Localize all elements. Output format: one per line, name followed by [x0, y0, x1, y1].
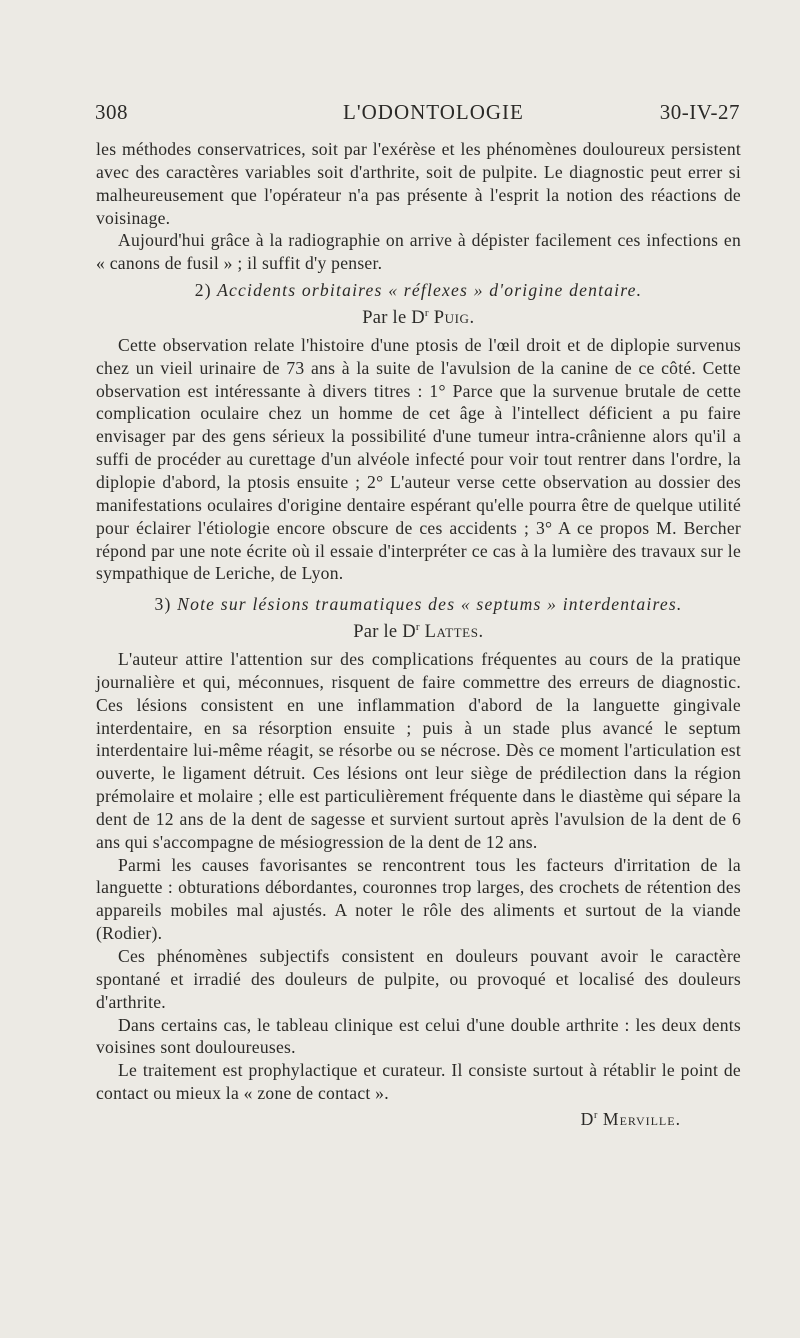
section-3-byline-prefix: Par le D — [353, 622, 416, 643]
section-3-paragraph-2: Parmi les causes favorisantes se rencontrent tous les facteurs d'irritation de la languette : obturations débordantes, couronnes trop larges, des crochets de rétention des appareils mobiles mal ajustés. A noter le rôle des aliments et surtout de la viande (Rodier). — [96, 854, 741, 944]
signature-name: Merville. — [602, 1108, 681, 1129]
page-number: 308 — [95, 100, 128, 124]
section-3-paragraph-5: Le traitement est prophylactique et curateur. Il consiste surtout à rétablir le point de contact ou mieux la « zone de contact ». — [96, 1060, 741, 1104]
signature — [96, 1105, 741, 1131]
section-3-title-text: Note sur lésions traumatiques des « septums » interdentaires. — [177, 594, 683, 615]
section-3-number: 3) — [154, 594, 172, 615]
section-3-author: Lattes. — [424, 622, 484, 643]
section-2-paragraph-1: Cette observation relate l'histoire d'une ptosis de l'œil droit et de diplopie survenus chez un vieil urinaire de 73 ans à la suite de l'avulsion de la canine de ce côté. Cette observation est intéressante à divers titres : 1° Parce que la survenue brutale de cette complication oculaire chez un homme de cet âge à l'intellect déficient a pu faire envisager par des gens sérieux la possibilité d'une tumeur intra-crânienne alors qu'il a suffi de procéder au curettage d'un alvéole infecté pour voir tout rentrer dans l'ordre, la diplopie d'abord, la ptosis ensuite ; 2° L'auteur verse cette observation au dossier des manifestations oculaires d'origine dentaire espérant qu'elle pourra être de quelque utilité pour éclairer l'étiologie encore obscure de ces accidents ; 3° A ce propos M. Bercher répond par une note écrite où il essaie d'interpréter ce cas à la lumière des travaux sur le sympathique de Leriche, de Lyon. — [96, 334, 741, 584]
section-2-byline — [96, 302, 741, 330]
section-3-byline-sup: r — [415, 621, 420, 634]
journal-title: L'ODONTOLOGIE — [343, 100, 524, 124]
section-2-byline-sup: r — [424, 306, 429, 319]
section-2-number: 2) — [194, 280, 212, 301]
section-3-title — [96, 593, 741, 616]
section-3-paragraph-4: Dans certains cas, le tableau clinique est celui d'une double arthrite : les deux dents voisines sont douloureuses. — [96, 1014, 741, 1058]
running-header — [95, 100, 740, 134]
section-2-author: Puig. — [433, 308, 475, 329]
issue-date: 30-IV-27 — [659, 100, 740, 124]
intro-paragraph-1: les méthodes conservatrices, soit par l'exérèse et les phénomènes douloureux persistent avec des caractères variables soit d'arthrite, soit de pulpite. Le diagnostic peut errer si malheureusement que l'opérateur n'a pas présente à l'esprit la notion des réactions de voisinage. — [96, 139, 741, 228]
section-3-paragraph-3: Ces phénomènes subjectifs consistent en douleurs pouvant avoir le caractère spontané et irradié des douleurs de pulpite, ou provoqué et localisé des douleurs d'arthrite. — [96, 946, 741, 1012]
section-3-paragraph-1: L'auteur attire l'attention sur des complications fréquentes au cours de la pratique journalière et qui, méconnues, risquent de faire commettre des erreurs de diagnostic. Ces lésions consistent en une inflammation d'abord de la languette gingivale interdentaire, en sa résorption ensuite ; puis à un stade plus avancé le septum interdentaire lui-même réagit, se résorbe ou se nécrose. Dès ce moment l'articulation est ouverte, le ligament détruit. Ces lésions ont leur siège de prédilection dans la région prémolaire et molaire ; elle est particulièrement fréquente dans le diastème qui sépare la dent de 12 ans de la dent de sagesse et survient surtout après l'avulsion de la dent de 6 ans qui s'accompagne de mésiogression de la dent de 12 ans. — [96, 649, 741, 852]
signature-prefix: D — [580, 1108, 594, 1129]
signature-sup: r — [593, 1109, 598, 1121]
section-3-byline — [96, 616, 741, 644]
section-2-title-text: Accidents orbitaires « réflexes » d'origine dentaire. — [217, 280, 643, 301]
section-2-title — [96, 279, 741, 302]
section-2-byline-prefix: Par le D — [362, 308, 425, 329]
article-body — [96, 138, 741, 1131]
intro-paragraph-2: Aujourd'hui grâce à la radiographie on arrive à dépister facilement ces infections en « canons de fusil » ; il suffit d'y penser. — [96, 230, 741, 274]
